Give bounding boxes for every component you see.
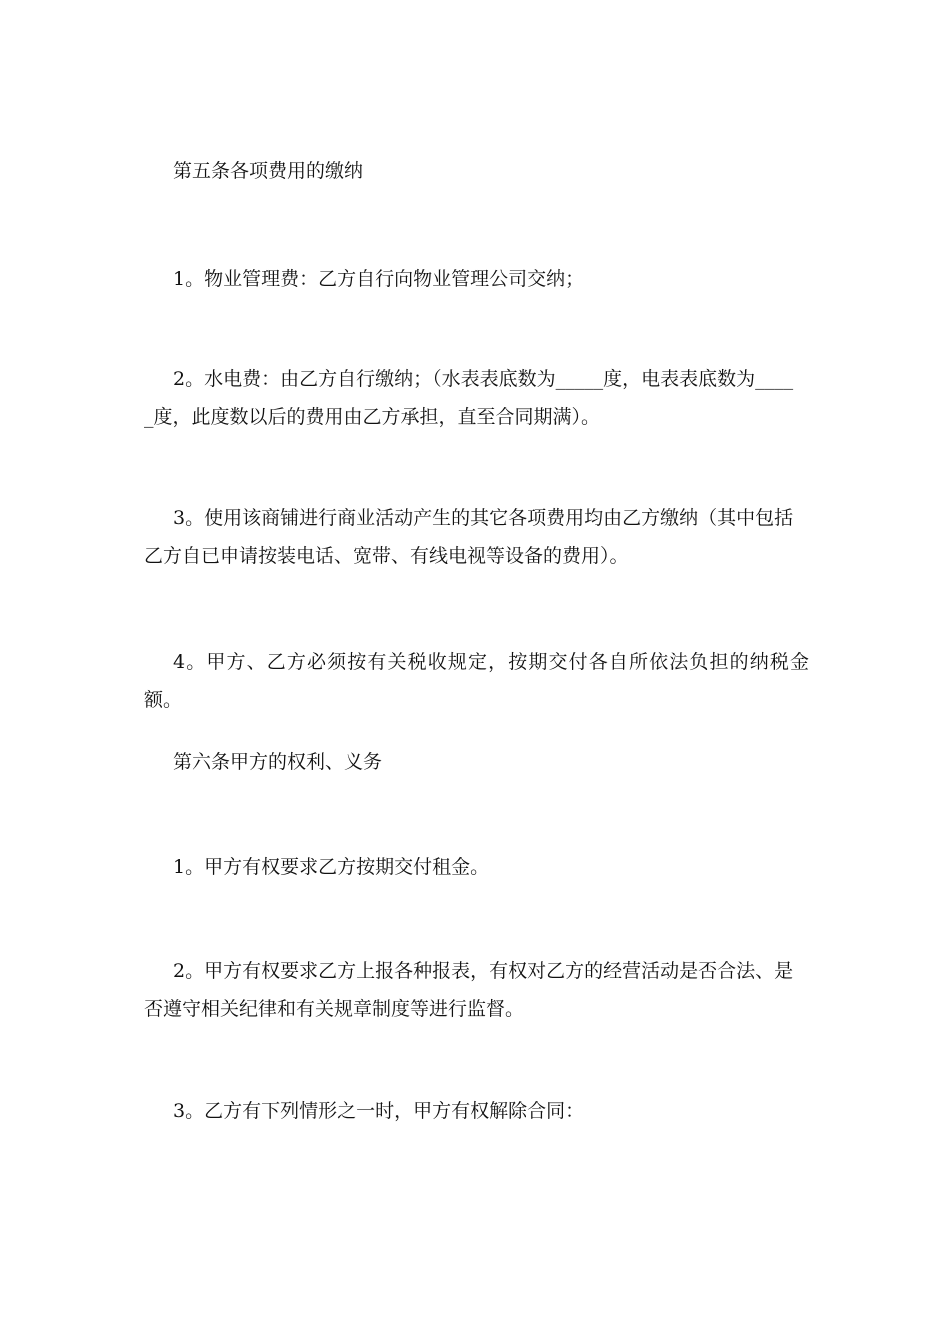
- article-5-item-2-line-1: 2。水电费：由乙方自行缴纳；（水表表底数为_____度，电表表底数为____: [173, 368, 794, 390]
- article-6-item-3: [144, 1092, 809, 1130]
- article-5-item-3-line-2: 乙方自已申请按装电话、宽带、有线电视等设备的费用）。: [144, 545, 629, 567]
- article-5-item-1: [144, 260, 809, 298]
- article-5-item-1-text: 1。物业管理费：乙方自行向物业管理公司交纳；: [173, 268, 585, 290]
- article-6-heading-text: 第六条甲方的权利、义务: [173, 751, 383, 773]
- article-6-item-2-line-2: 否遵守相关纪律和有关规章制度等进行监督。: [144, 998, 525, 1020]
- article-5-item-3: [144, 499, 809, 575]
- article-5-item-4-text: 4。甲方、乙方必须按有关税收规定，按期交付各自所依法负担的纳税金额。: [144, 651, 809, 711]
- article-5-heading-text: 第五条各项费用的缴纳: [173, 160, 364, 182]
- article-6-item-2-line-1: 2。甲方有权要求乙方上报各种报表，有权对乙方的经营活动是否合法、是: [173, 960, 794, 982]
- article-6-item-3-text: 3。乙方有下列情形之一时，甲方有权解除合同：: [173, 1100, 585, 1122]
- article-5-heading: [144, 152, 809, 190]
- article-5-item-2-line-2: _度，此度数以后的费用由乙方承担，直至合同期满）。: [144, 406, 601, 428]
- article-5-item-2: [144, 360, 809, 436]
- article-6-item-2: [144, 952, 809, 1028]
- article-6-item-1-text: 1。甲方有权要求乙方按期交付租金。: [173, 856, 490, 878]
- article-5-item-4: [144, 643, 809, 719]
- article-6-heading: [144, 743, 809, 781]
- article-6-item-1: [144, 848, 809, 886]
- article-5-item-3-line-1: 3。使用该商铺进行商业活动产生的其它各项费用均由乙方缴纳（其中包括: [173, 507, 794, 529]
